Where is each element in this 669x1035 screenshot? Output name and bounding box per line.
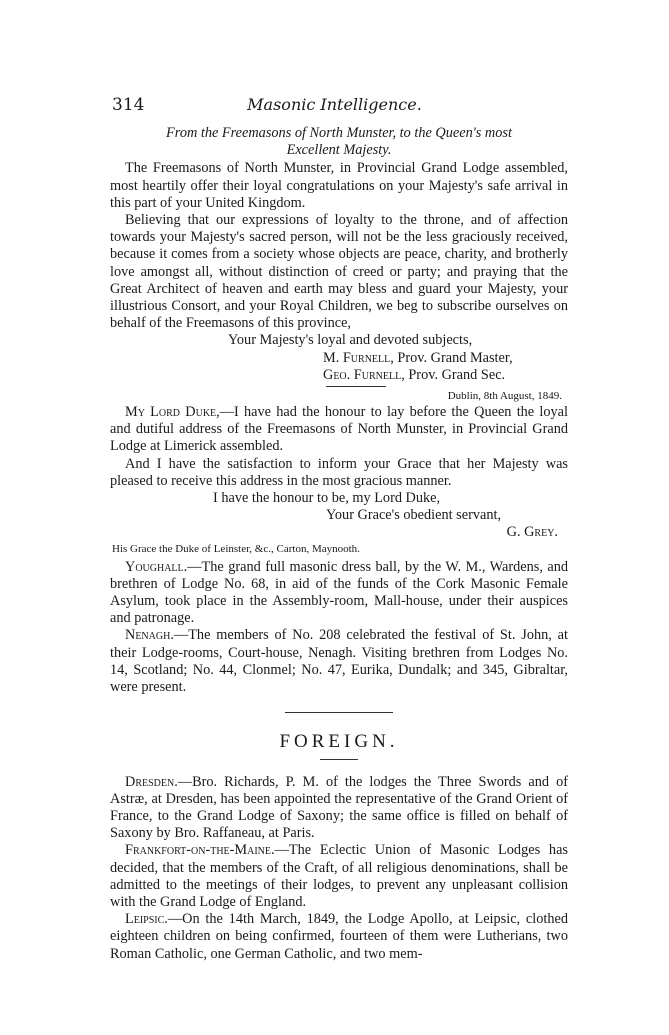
address-paragraph: The Freemasons of North Munster, in Provincial Grand Lodge assembled, most heartily offer their loyal congratulations on your Majesty's safe arrival in this part of your United Kingdom. xyxy=(110,160,568,211)
page-body xyxy=(110,125,568,963)
section-separator xyxy=(285,712,393,713)
foreign-item xyxy=(110,911,568,963)
section-title: FOREIGN. xyxy=(279,731,399,753)
address-heading-line1: From the Freemasons of North Munster, to the Queen's most xyxy=(166,125,512,141)
foreign-item xyxy=(110,842,568,911)
foreign-place: Frankfort-on-the-Maine. xyxy=(125,842,275,859)
foreign-text: —Bro. Richards, P. M. of the lodges the Three Swords and of Astræ, at Dresden, has been appointed the representative of the Grand Orient of France, to the Grand Lodge of Saxony; the same office is filled on behalf of Saxony by Bro. Raffaneau, at Paris. xyxy=(110,773,568,842)
running-title: Masonic Intelligence. xyxy=(247,95,422,114)
letter-text: —I have had the honour to lay before the Queen the loyal and dutiful address of the Freemasons of North Munster, in Provincial Grand Lodge at Limerick assembled. xyxy=(110,404,568,455)
letter-signature: G. Grey. xyxy=(506,524,558,541)
news-text: —The grand full masonic dress ball, by the W. M., Wardens, and brethren of Lodge No. 68, in aid of the funds of the Cork Masonic Female Asylum, took place in the Assembly-room, Mall-house, under their auspices and patronage. xyxy=(110,558,568,627)
closing-line: Your Majesty's loyal and devoted subjects, xyxy=(228,332,473,349)
signatory-name: Geo. Furnell, xyxy=(323,366,405,383)
page-header xyxy=(0,95,669,117)
foreign-place: Dresden. xyxy=(125,773,178,790)
title-rule xyxy=(320,759,358,760)
reply-letter xyxy=(110,404,568,557)
signatory-title: Prov. Grand Master, xyxy=(397,349,513,366)
addressee-note: His Grace the Duke of Leinster, &c., Carton, Maynooth. xyxy=(112,542,360,555)
signatory-title: Prov. Grand Sec. xyxy=(408,366,506,383)
foreign-text: —The Eclectic Union of Masonic Lodges has decided, that the members of the Craft, of all religious denominations, shall be admitted to the meetings of their lodges, to prevent any unpleasant collision with the Grand Lodge of England. xyxy=(110,842,568,910)
signature-line xyxy=(110,367,568,384)
foreign-text: —On the 14th March, 1849, the Lodge Apollo, at Leipsic, clothed eighteen children on being confirmed, fourteen of them were Lutherians, two Roman Catholic, one German Catholic, and two mem- xyxy=(110,911,568,962)
closing-line: I have the honour to be, my Lord Duke, xyxy=(213,490,441,507)
news-item xyxy=(110,559,568,628)
closing-line: Your Grace's obedient servant, xyxy=(326,507,502,524)
address-heading xyxy=(110,125,568,159)
foreign-item xyxy=(110,774,568,843)
address-paragraph: Believing that our expressions of loyalty to the throne, and of affection towards your Majesty's sacred person, will not be the less graciously received, because it comes from a society whose objects are peace, charity, and brotherly love amongst all, without distinction of creed or party; and praying that the Great Architect of heaven and earth may bless and guard your Majesty, your illustrious Consort, and your Royal Children, we beg to subscribe ourselves on behalf of the Freemasons of this province, xyxy=(110,212,568,332)
salutation: My Lord Duke, xyxy=(125,404,220,421)
foreign-place: Leipsic. xyxy=(125,911,168,928)
signature-line xyxy=(110,350,568,367)
news-text: —The members of No. 208 celebrated the festival of St. John, at their Lodge-rooms, Court-house, Nenagh. Visiting brethren from Lodges No. 14, Scotland; No. 44, Clonmel; No. 47, Eurika, Dundalk; and 345, Gibraltar, were present. xyxy=(110,627,568,696)
address-heading-line2: Excellent Majesty. xyxy=(286,142,392,159)
divider-rule xyxy=(326,386,386,387)
dateline: Dublin, 8th August, 1849. xyxy=(447,390,562,403)
letter-paragraph: And I have the satisfaction to inform your Grace that her Majesty was pleased to receive this address in the most gracious manner. xyxy=(110,455,568,489)
letter-paragraph xyxy=(110,404,568,456)
page-number: 314 xyxy=(112,95,145,115)
signatory-name: M. Furnell, xyxy=(323,349,394,366)
address-closing xyxy=(110,332,568,384)
news-item xyxy=(110,627,568,696)
news-place: Nenagh. xyxy=(125,627,174,644)
news-place: Youghall. xyxy=(125,558,188,575)
